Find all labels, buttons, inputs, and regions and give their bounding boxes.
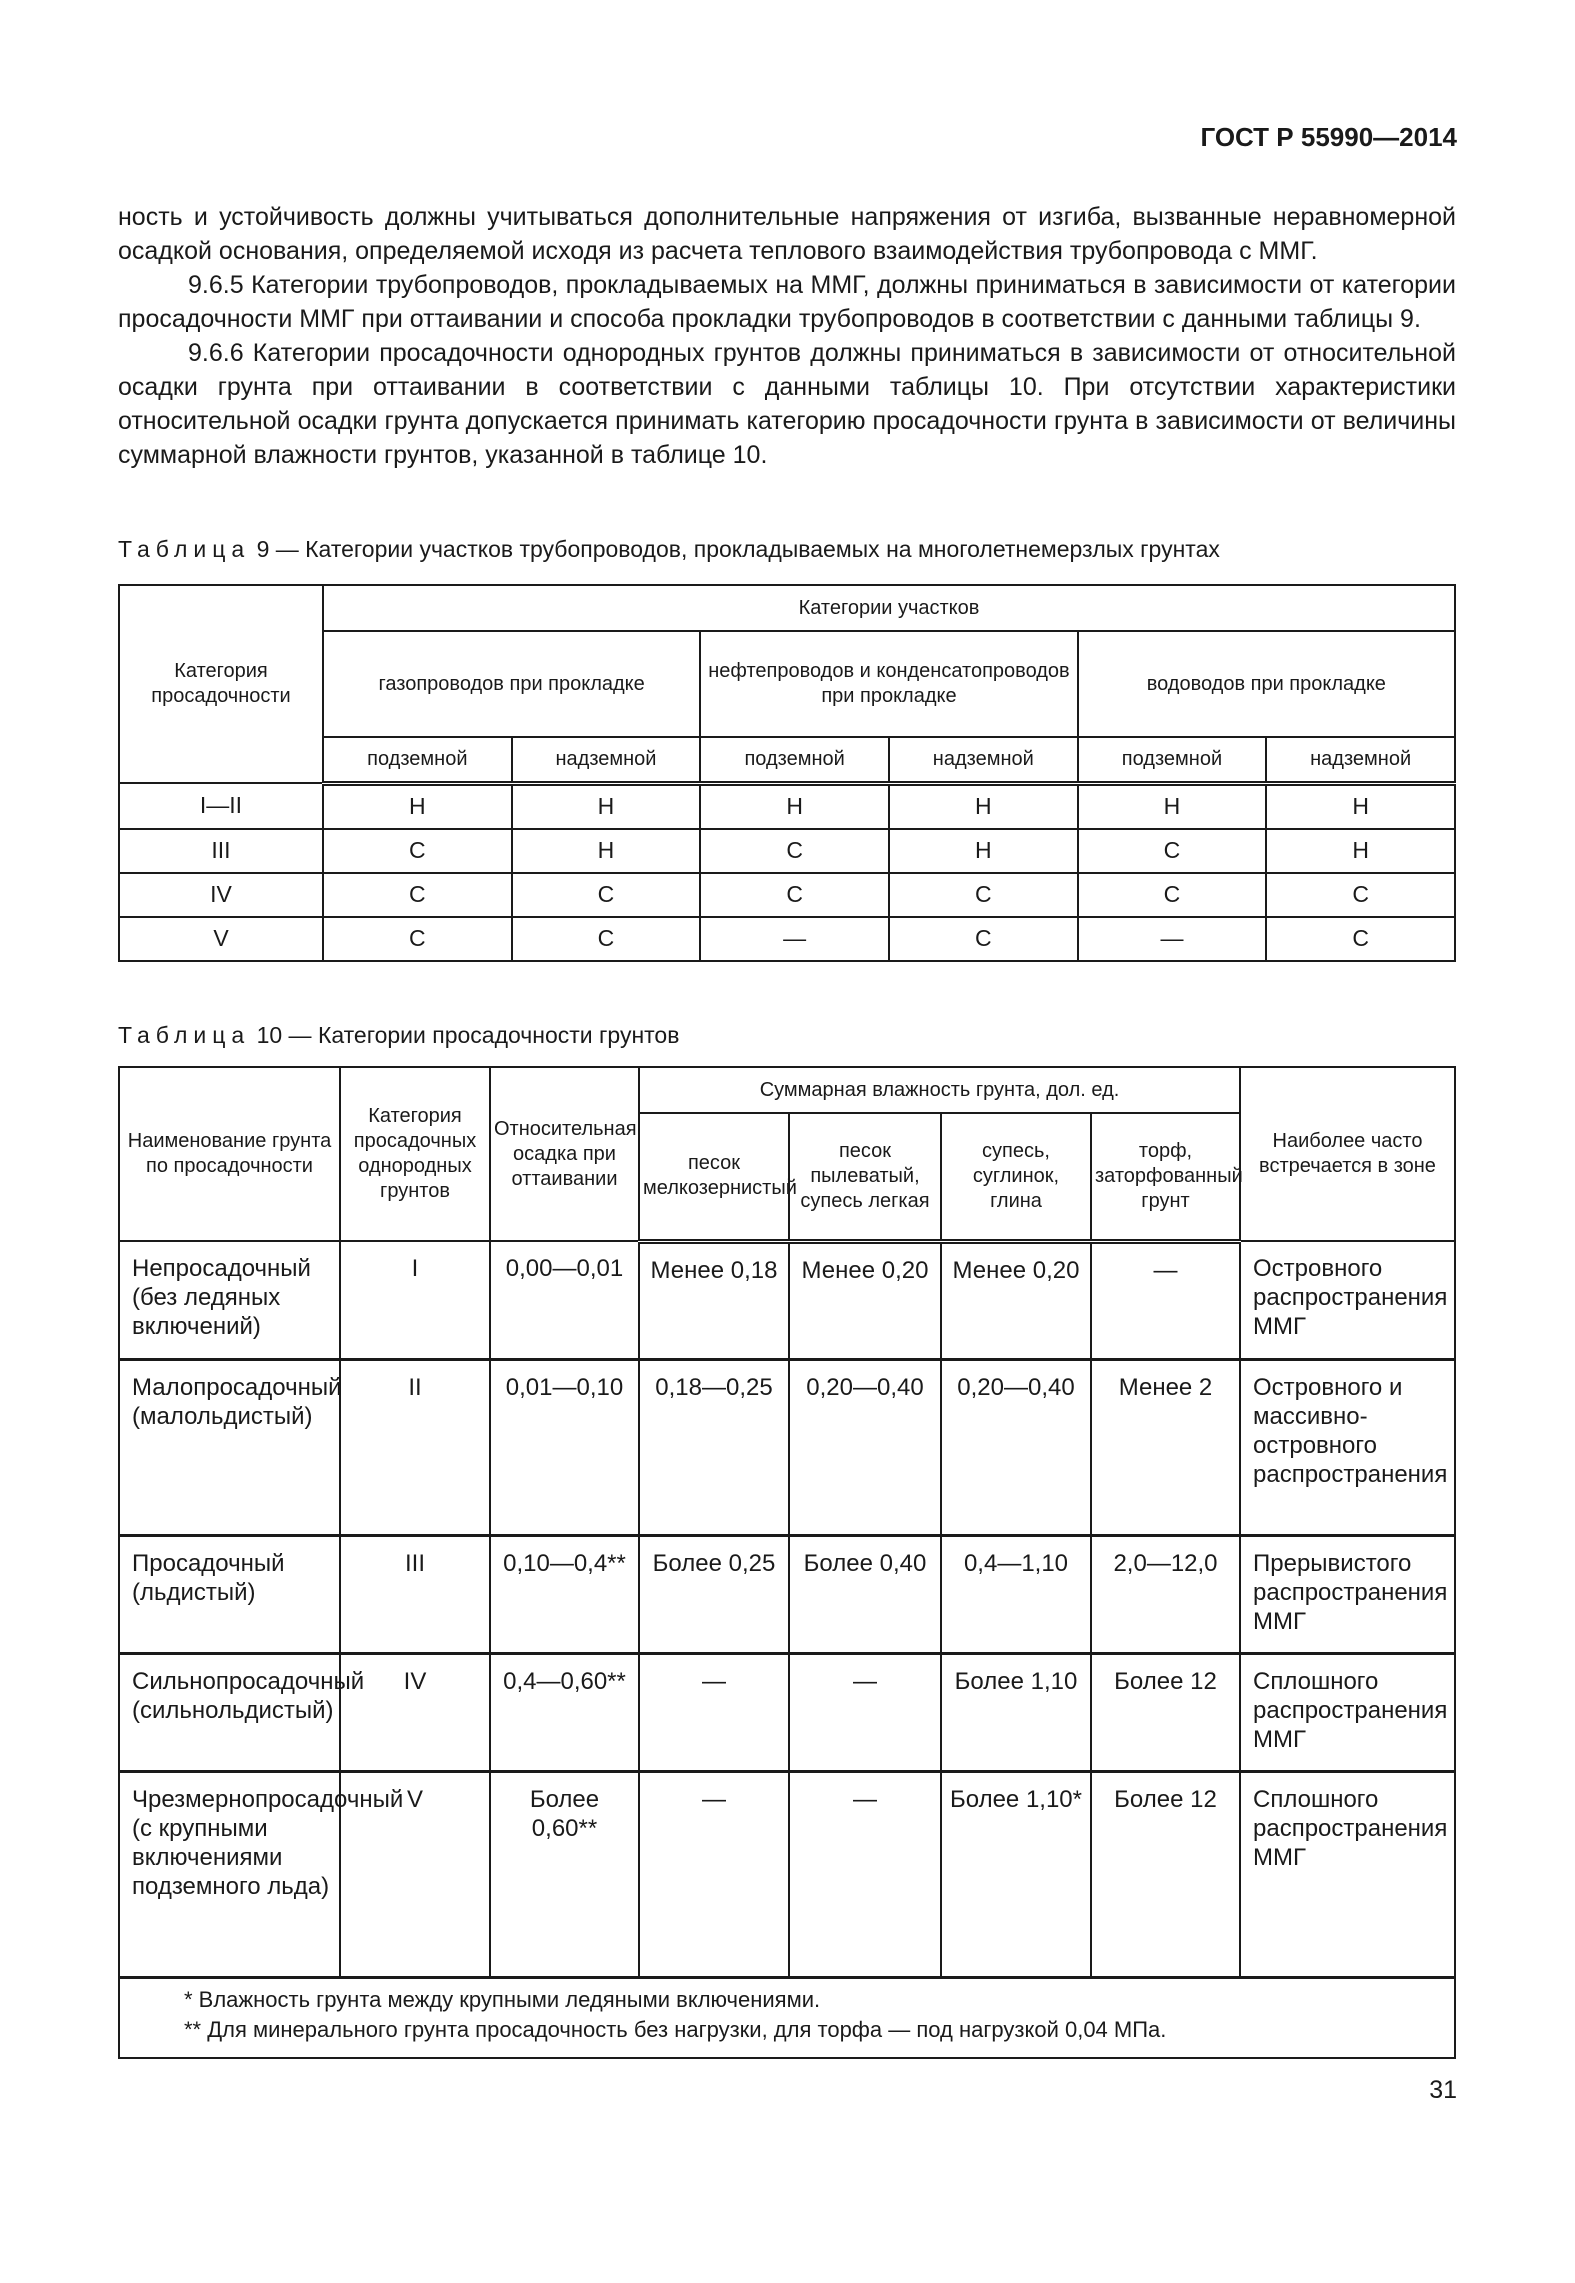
t9-sub-header: подземной xyxy=(700,737,889,783)
t10-cell-zone: Островного распространения ММГ xyxy=(1240,1241,1455,1359)
t10-moisture-col: супесь, суглинок, глина xyxy=(941,1113,1091,1241)
t9-col-category: Категория просадочности xyxy=(119,585,323,783)
standard-designation: ГОСТ Р 55990—2014 xyxy=(1200,122,1457,152)
t10-cell: Менее 0,20 xyxy=(789,1241,941,1359)
t10-moisture-col: песок пылеватый, супесь легкая xyxy=(789,1113,941,1241)
t9-cell: Н xyxy=(512,829,701,873)
paragraph: ность и устойчивость должны учитываться дополнительные напряжения от изгиба, вызванные неравномерной осадкой основания, определяемой исходя из расчета теплового взаимодействия трубопровода с ММГ. xyxy=(118,203,1456,265)
t10-cell: 0,20—0,40 xyxy=(789,1359,941,1535)
t10-row xyxy=(119,1241,1455,1359)
t10-row xyxy=(119,1535,1455,1653)
t10-notes xyxy=(119,1977,1455,2058)
t10-row xyxy=(119,1359,1455,1535)
t9-cell: — xyxy=(1078,917,1267,961)
t10-cell-settlement: 0,00—0,01 xyxy=(490,1241,639,1359)
t10-col-zone: Наиболее часто встречается в зоне xyxy=(1240,1067,1455,1241)
t10-cell: 2,0—12,0 xyxy=(1091,1535,1240,1653)
t10-cell-settlement: 0,4—0,60** xyxy=(490,1653,639,1771)
t10-cell-name: Просадочный (льдистый) xyxy=(119,1535,340,1653)
t10-cell: Менее 0,20 xyxy=(941,1241,1091,1359)
t10-cell: Более 0,25 xyxy=(639,1535,789,1653)
body-text xyxy=(118,200,1456,472)
t9-row xyxy=(119,829,1455,873)
t10-cell-zone: Сплошного распространения ММГ xyxy=(1240,1771,1455,1977)
t10-cell-settlement: 0,01—0,10 xyxy=(490,1359,639,1535)
t9-cell: — xyxy=(700,917,889,961)
t9-sub-header: надземной xyxy=(512,737,701,783)
t9-sub-header: надземной xyxy=(889,737,1078,783)
t10-cell-category: II xyxy=(340,1359,490,1535)
t9-cell: С xyxy=(700,829,889,873)
t9-cell-category: V xyxy=(119,917,323,961)
t10-cell-zone: Сплошного распространения ММГ xyxy=(1240,1653,1455,1771)
t10-cell: 0,18—0,25 xyxy=(639,1359,789,1535)
t10-cell: Более 12 xyxy=(1091,1653,1240,1771)
page-number: 31 xyxy=(1429,2076,1457,2104)
t9-cell: Н xyxy=(323,783,512,829)
table-10 xyxy=(118,1066,1456,2059)
t10-cell-category: V xyxy=(340,1771,490,1977)
table10-caption-word: Таблица xyxy=(118,1022,251,1048)
t10-cell: — xyxy=(789,1653,941,1771)
t10-col-settlement: Относительная осадка при оттаивании xyxy=(490,1067,639,1241)
t9-group-gas: газопроводов при прокладке xyxy=(323,631,700,737)
t9-sub-header: подземной xyxy=(323,737,512,783)
t10-moisture-col: песок мелкозернистый xyxy=(639,1113,789,1241)
t9-group-water: водоводов при прокладке xyxy=(1078,631,1455,737)
t9-cell: Н xyxy=(1266,783,1455,829)
t10-cell: 0,20—0,40 xyxy=(941,1359,1091,1535)
t10-col-category: Категория просадочных однородных грунтов xyxy=(340,1067,490,1241)
table10-caption-text: 10 — Категории просадочности грунтов xyxy=(256,1022,680,1048)
t9-cell: Н xyxy=(1266,829,1455,873)
t9-cell: С xyxy=(700,873,889,917)
t10-cell: Более 0,40 xyxy=(789,1535,941,1653)
paragraph-9-6-6: 9.6.6 Категории просадочности однородных грунтов должны приниматься в зависимости от относительной осадки грунта при оттаивании в соответствии с данными таблицы 10. При отсутствии характеристики относительной осадки грунта допускается принимать категорию просадочности грунта в зависимости от величины суммарной влажности грунтов, указанной в таблице 10. xyxy=(118,339,1456,469)
t9-cell: Н xyxy=(889,829,1078,873)
t9-cell-category: III xyxy=(119,829,323,873)
t9-group-header: Категории участков xyxy=(323,585,1455,631)
t9-row xyxy=(119,917,1455,961)
t10-cell-zone: Островного и массивно-островного распространения xyxy=(1240,1359,1455,1535)
t10-cell-name: Непросадочный (без ледяных включений) xyxy=(119,1241,340,1359)
t9-cell: С xyxy=(1078,873,1267,917)
table9-caption-text: 9 — Категории участков трубопроводов, прокладываемых на многолетнемерзлых грунтах xyxy=(256,536,1220,562)
t10-row xyxy=(119,1653,1455,1771)
t9-cell: С xyxy=(512,873,701,917)
t10-cell: 0,4—1,10 xyxy=(941,1535,1091,1653)
t9-group-oil: нефтепроводов и конденсатопроводов при прокладке xyxy=(700,631,1077,737)
t9-row xyxy=(119,783,1455,829)
t9-cell-category: IV xyxy=(119,873,323,917)
t10-cell-zone: Прерывистого распространения ММГ xyxy=(1240,1535,1455,1653)
t9-cell: С xyxy=(323,917,512,961)
t9-row xyxy=(119,873,1455,917)
t9-cell: С xyxy=(889,873,1078,917)
t9-sub-header: подземной xyxy=(1078,737,1267,783)
t10-cell: — xyxy=(789,1771,941,1977)
t10-cell-name: Чрезмернопросадочный (с крупными включениями подземного льда) xyxy=(119,1771,340,1977)
t10-cell-category: I xyxy=(340,1241,490,1359)
table-9 xyxy=(118,584,1456,962)
t10-cell-name: Сильнопросадочный (сильнольдистый) xyxy=(119,1653,340,1771)
paragraph-9-6-5: 9.6.5 Категории трубопроводов, прокладываемых на ММГ, должны приниматься в зависимости от категории просадочности ММГ при оттаивании и способа прокладки трубопроводов в соответствии с данными таблицы 9. xyxy=(118,271,1456,333)
t10-notes-row xyxy=(119,1977,1455,2058)
t10-moisture-group: Суммарная влажность грунта, дол. ед. xyxy=(639,1067,1240,1113)
t9-cell: С xyxy=(323,829,512,873)
t9-cell: С xyxy=(1078,829,1267,873)
t9-cell: С xyxy=(323,873,512,917)
t9-cell: С xyxy=(1266,917,1455,961)
t10-cell: — xyxy=(1091,1241,1240,1359)
t10-cell: Более 1,10* xyxy=(941,1771,1091,1977)
t9-cell: С xyxy=(512,917,701,961)
t9-cell-category: I—II xyxy=(119,783,323,829)
t10-cell: Более 1,10 xyxy=(941,1653,1091,1771)
t9-cell: С xyxy=(1266,873,1455,917)
t10-cell: — xyxy=(639,1771,789,1977)
t10-col-name: Наименование грунта по просадочности xyxy=(119,1067,340,1241)
t10-cell: Менее 0,18 xyxy=(639,1241,789,1359)
t10-row xyxy=(119,1771,1455,1977)
table10-caption xyxy=(118,1022,679,1049)
t10-cell: — xyxy=(639,1653,789,1771)
t10-cell-name: Малопросадочный (малольдистый) xyxy=(119,1359,340,1535)
t10-cell: Менее 2 xyxy=(1091,1359,1240,1535)
t10-cell: Более 12 xyxy=(1091,1771,1240,1977)
footnote-1: * Влажность грунта между крупными ледяными включениями. xyxy=(184,1986,821,2012)
t10-cell-category: III xyxy=(340,1535,490,1653)
footnote-2: ** Для минерального грунта просадочность без нагрузки, для торфа — под нагрузкой 0,04 МПа. xyxy=(184,2016,1167,2042)
table9-caption-word: Таблица xyxy=(118,536,251,562)
t9-cell: Н xyxy=(1078,783,1267,829)
t9-sub-header: надземной xyxy=(1266,737,1455,783)
t9-cell: Н xyxy=(700,783,889,829)
t10-cell-settlement: 0,10—0,4** xyxy=(490,1535,639,1653)
t9-cell: С xyxy=(889,917,1078,961)
t10-cell-category: IV xyxy=(340,1653,490,1771)
table9-caption xyxy=(118,536,1220,563)
t9-cell: Н xyxy=(512,783,701,829)
t9-cell: Н xyxy=(889,783,1078,829)
t10-cell-settlement: Более 0,60** xyxy=(490,1771,639,1977)
t10-moisture-col: торф, заторфованный грунт xyxy=(1091,1113,1240,1241)
